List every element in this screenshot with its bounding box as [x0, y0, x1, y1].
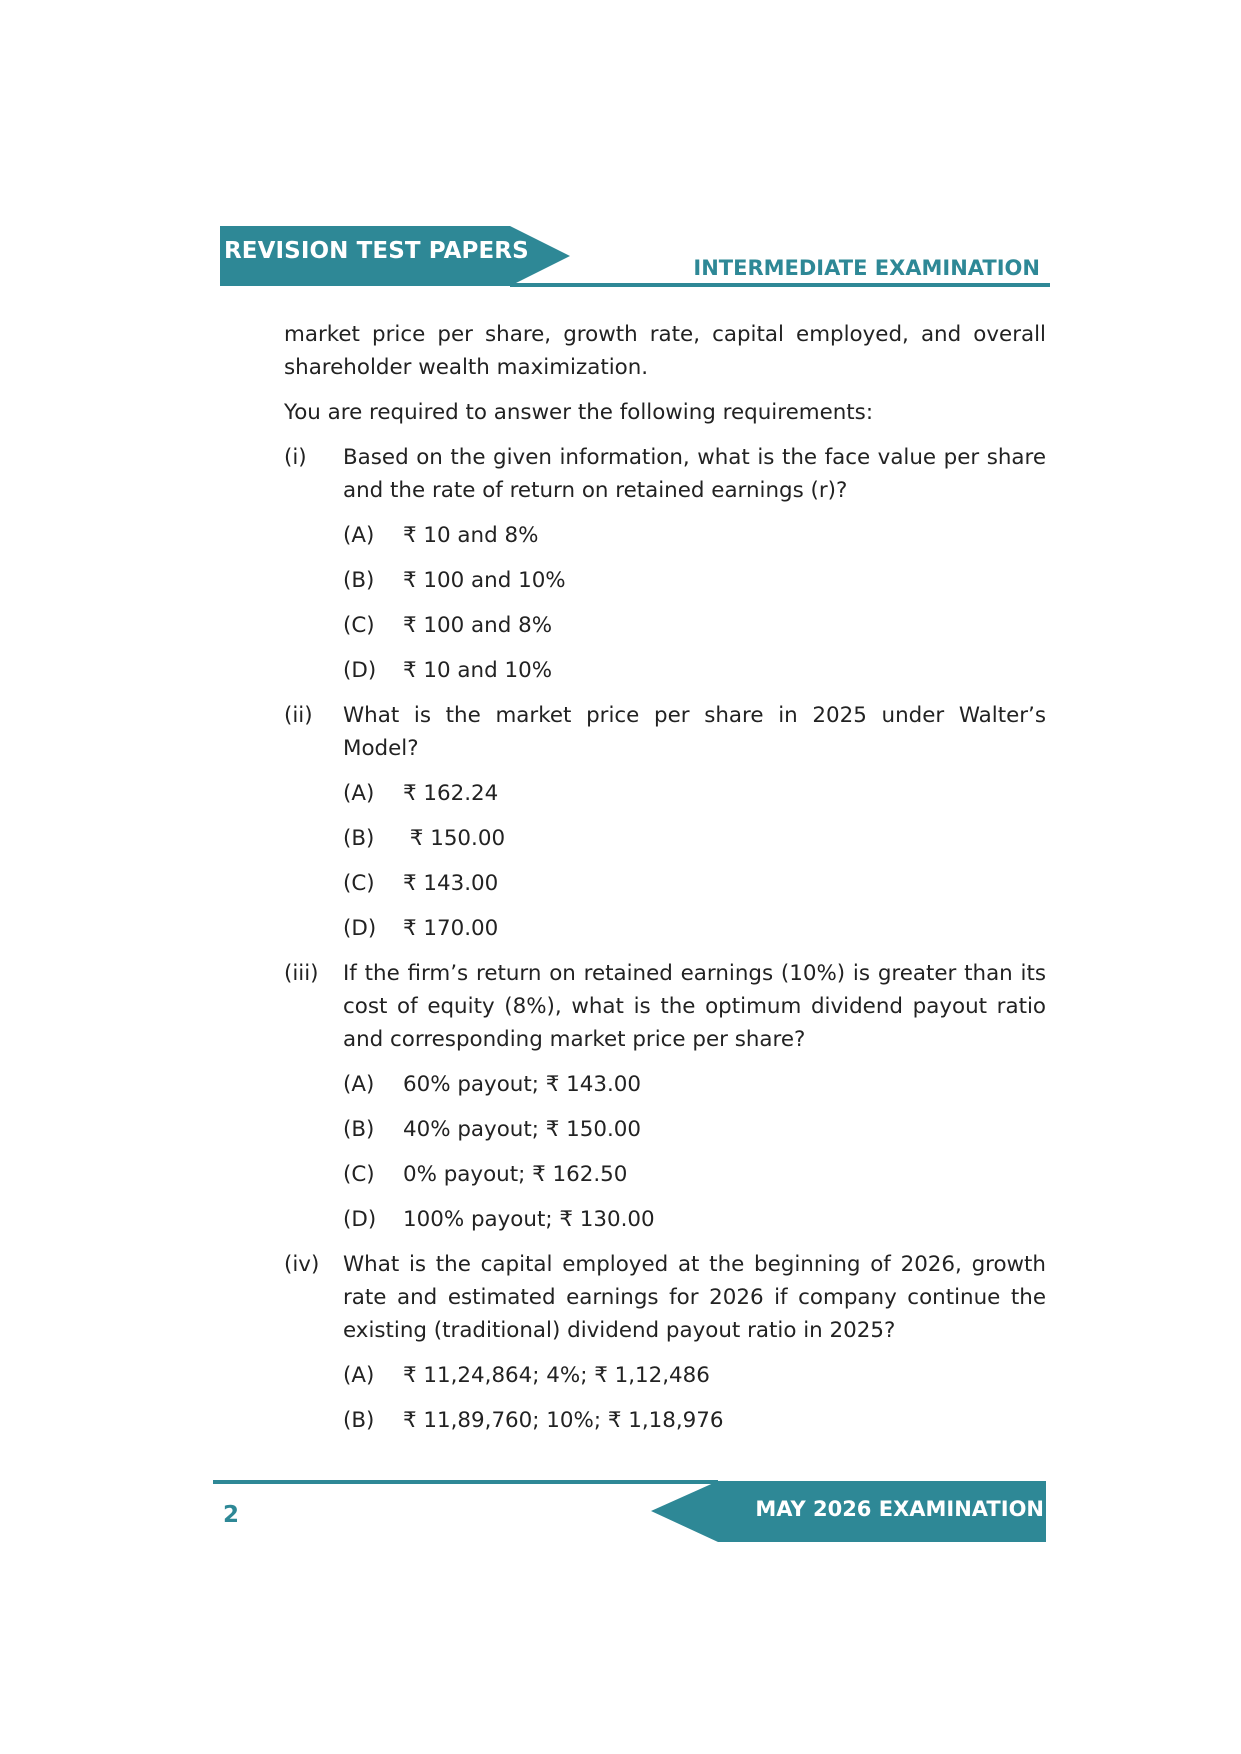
- option-text: 60% payout; ₹ 143.00: [403, 1072, 641, 1097]
- option-letter: (C): [343, 871, 375, 896]
- question-number: (i): [284, 445, 307, 470]
- question-text: What is the market price per share in 2025 under Walter’s Model?: [343, 703, 1046, 761]
- option-letter: (D): [343, 916, 377, 941]
- question-number: (ii): [284, 703, 313, 728]
- option-letter: (B): [343, 1117, 375, 1142]
- option-text: 100% payout; ₹ 130.00: [403, 1207, 655, 1232]
- footer-rule: [213, 1480, 718, 1484]
- option-text: ₹ 150.00: [403, 826, 506, 851]
- option: [343, 1068, 1046, 1101]
- option: [343, 564, 1046, 597]
- option: [343, 1359, 1046, 1392]
- option-text: 0% payout; ₹ 162.50: [403, 1162, 628, 1187]
- option-text: ₹ 143.00: [403, 871, 499, 896]
- question-text: Based on the given information, what is the face value per share and the rate of return on retained earnings (r)?: [343, 445, 1046, 503]
- question-2: [284, 699, 1046, 765]
- header-rule: [510, 283, 1050, 287]
- instruction-paragraph: You are required to answer the following requirements:: [284, 400, 874, 425]
- option: [343, 777, 1046, 810]
- option: [343, 654, 1046, 687]
- question-3: [284, 957, 1046, 1056]
- question-1: [284, 441, 1046, 507]
- question-text: What is the capital employed at the beginning of 2026, growth rate and estimated earnings for 2026 if company continue the existing (traditional) dividend payout ratio in 2025?: [343, 1252, 1046, 1343]
- option-text: ₹ 170.00: [403, 916, 499, 941]
- page-content: [284, 318, 1046, 1437]
- option-letter: (C): [343, 1162, 375, 1187]
- option-text: ₹ 100 and 8%: [403, 613, 553, 638]
- option-letter: (C): [343, 613, 375, 638]
- question-number: (iii): [284, 961, 319, 986]
- option-letter: (A): [343, 523, 375, 548]
- option-text: ₹ 11,24,864; 4%; ₹ 1,12,486: [403, 1363, 710, 1388]
- option-letter: (B): [343, 568, 375, 593]
- option: [343, 609, 1046, 642]
- page-number: 2: [223, 1502, 240, 1528]
- option-text: ₹ 11,89,760; 10%; ₹ 1,18,976: [403, 1408, 724, 1433]
- option-text: ₹ 100 and 10%: [403, 568, 566, 593]
- option: [343, 1203, 1046, 1236]
- header-left-title: REVISION TEST PAPERS: [224, 238, 529, 264]
- option-text: ₹ 10 and 10%: [403, 658, 553, 683]
- option-text: ₹ 162.24: [403, 781, 499, 806]
- footer-exam-label: MAY 2026 EXAMINATION: [755, 1497, 1044, 1521]
- intro-paragraph: market price per share, growth rate, capital employed, and overall shareholder wealth maximization.: [284, 322, 1046, 380]
- option-letter: (D): [343, 658, 377, 683]
- option: [343, 912, 1046, 945]
- option-letter: (B): [343, 826, 375, 851]
- option-letter: (A): [343, 1363, 375, 1388]
- question-number: (iv): [284, 1252, 320, 1277]
- question-4: [284, 1248, 1046, 1347]
- option: [343, 822, 1046, 855]
- option: [343, 867, 1046, 900]
- question-text: If the firm’s return on retained earnings (10%) is greater than its cost of equity (8%), what is the optimum dividend payout ratio and corresponding market price per share?: [343, 961, 1046, 1052]
- option-letter: (A): [343, 781, 375, 806]
- option-letter: (D): [343, 1207, 377, 1232]
- option: [343, 1404, 1046, 1437]
- option: [343, 1113, 1046, 1146]
- option-text: 40% payout; ₹ 150.00: [403, 1117, 641, 1142]
- option-letter: (B): [343, 1408, 375, 1433]
- option-text: ₹ 10 and 8%: [403, 523, 539, 548]
- option-letter: (A): [343, 1072, 375, 1097]
- option: [343, 519, 1046, 552]
- header-right-title: INTERMEDIATE EXAMINATION: [693, 256, 1040, 280]
- option: [343, 1158, 1046, 1191]
